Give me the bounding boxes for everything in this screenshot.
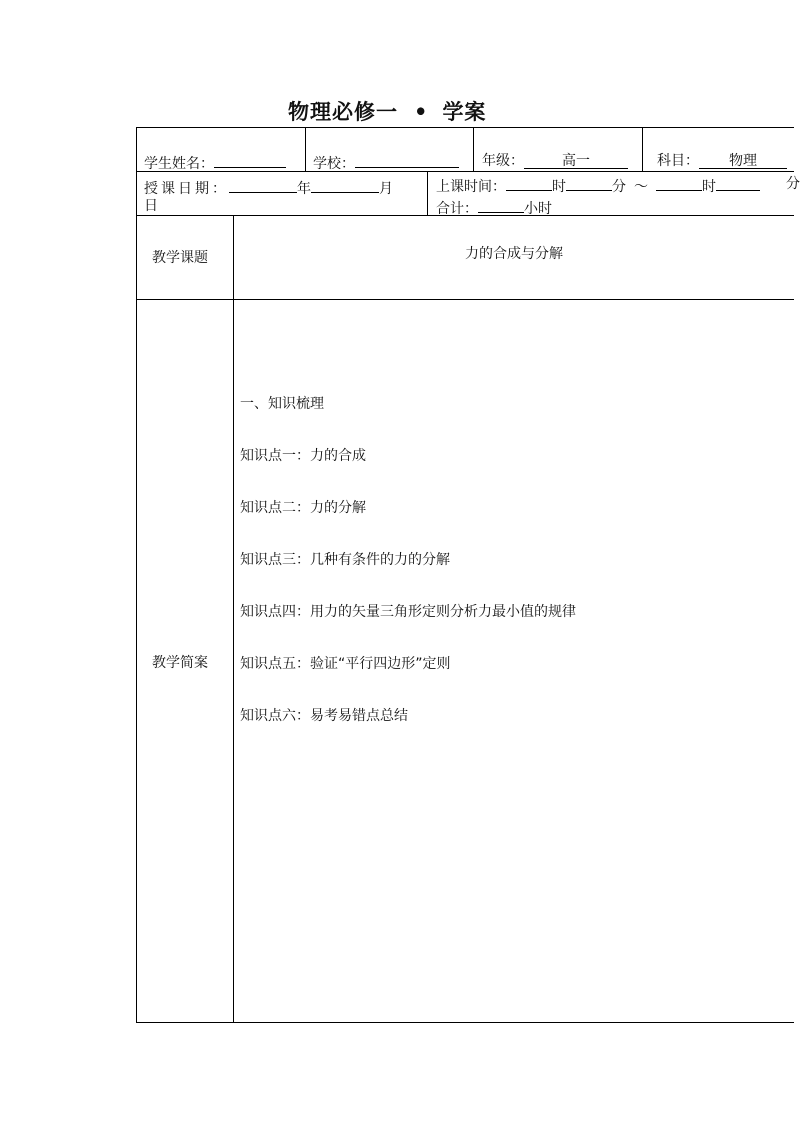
col-divider-r1-c — [642, 127, 643, 171]
grade-label: 年级： — [482, 153, 524, 169]
end-minute-unit: 分 — [786, 176, 800, 192]
student-name-field — [144, 152, 286, 173]
start-hour-input[interactable] — [506, 175, 552, 191]
start-hour-unit: 时 — [552, 179, 566, 195]
document-title — [288, 96, 486, 126]
year-input[interactable] — [229, 177, 297, 193]
total-unit: 小时 — [524, 201, 552, 217]
grade-value[interactable]: 高一 — [524, 152, 628, 169]
day-unit: 日 — [144, 198, 158, 214]
col-divider-r1-b — [473, 127, 474, 171]
topic-label: 教学课题 — [152, 250, 208, 266]
knowledge-point-3: 知识点三：几种有条件的力的分解 — [240, 552, 450, 568]
total-hours-input[interactable] — [478, 197, 524, 213]
col-divider-r2 — [427, 171, 428, 215]
month-unit: 月 — [379, 181, 393, 197]
end-hour-unit: 时 — [702, 179, 716, 195]
knowledge-point-4: 知识点四：用力的矢量三角形定则分析力最小值的规律 — [240, 604, 576, 620]
subject-label: 科目： — [657, 153, 699, 169]
col-divider-label — [233, 215, 234, 1023]
tilde: ～ — [634, 179, 648, 195]
table-border-top — [136, 127, 794, 128]
knowledge-point-5: 知识点五：验证“平行四边形”定则 — [240, 656, 451, 672]
total-field — [436, 197, 552, 218]
title-main: 物理必修一 — [288, 99, 398, 124]
school-input[interactable] — [355, 152, 459, 168]
table-border-left — [136, 127, 137, 1023]
student-name-label: 学生姓名： — [144, 156, 214, 172]
knowledge-point-1: 知识点一：力的合成 — [240, 448, 366, 464]
school-label: 学校： — [313, 156, 355, 172]
title-dot: • — [414, 99, 429, 124]
date-label: 授课日期： — [144, 181, 229, 197]
topic-value: 力的合成与分解 — [465, 246, 563, 262]
start-minute-unit: 分 — [612, 179, 626, 195]
section-heading: 一、知识梳理 — [240, 396, 324, 412]
knowledge-point-6: 知识点六：易考易错点总结 — [240, 708, 408, 724]
year-unit: 年 — [297, 181, 311, 197]
subject-field — [657, 152, 787, 170]
knowledge-point-2: 知识点二：力的分解 — [240, 500, 366, 516]
month-input[interactable] — [311, 177, 379, 193]
end-minute-input[interactable] — [716, 175, 760, 191]
grade-field — [482, 152, 628, 170]
col-divider-r1-a — [305, 127, 306, 171]
student-name-input[interactable] — [214, 152, 286, 168]
title-sub: 学案 — [442, 99, 487, 124]
subject-value[interactable]: 物理 — [699, 152, 787, 169]
school-field — [313, 152, 459, 173]
start-minute-input[interactable] — [566, 175, 612, 191]
class-time-label: 上课时间： — [436, 179, 506, 195]
row-divider-3 — [136, 299, 794, 300]
plan-label: 教学简案 — [152, 655, 208, 671]
end-hour-input[interactable] — [656, 175, 702, 191]
teaching-date-field — [144, 177, 393, 198]
table-border-bottom — [136, 1022, 794, 1023]
total-label: 合计： — [436, 201, 478, 217]
class-time-field — [436, 175, 760, 196]
